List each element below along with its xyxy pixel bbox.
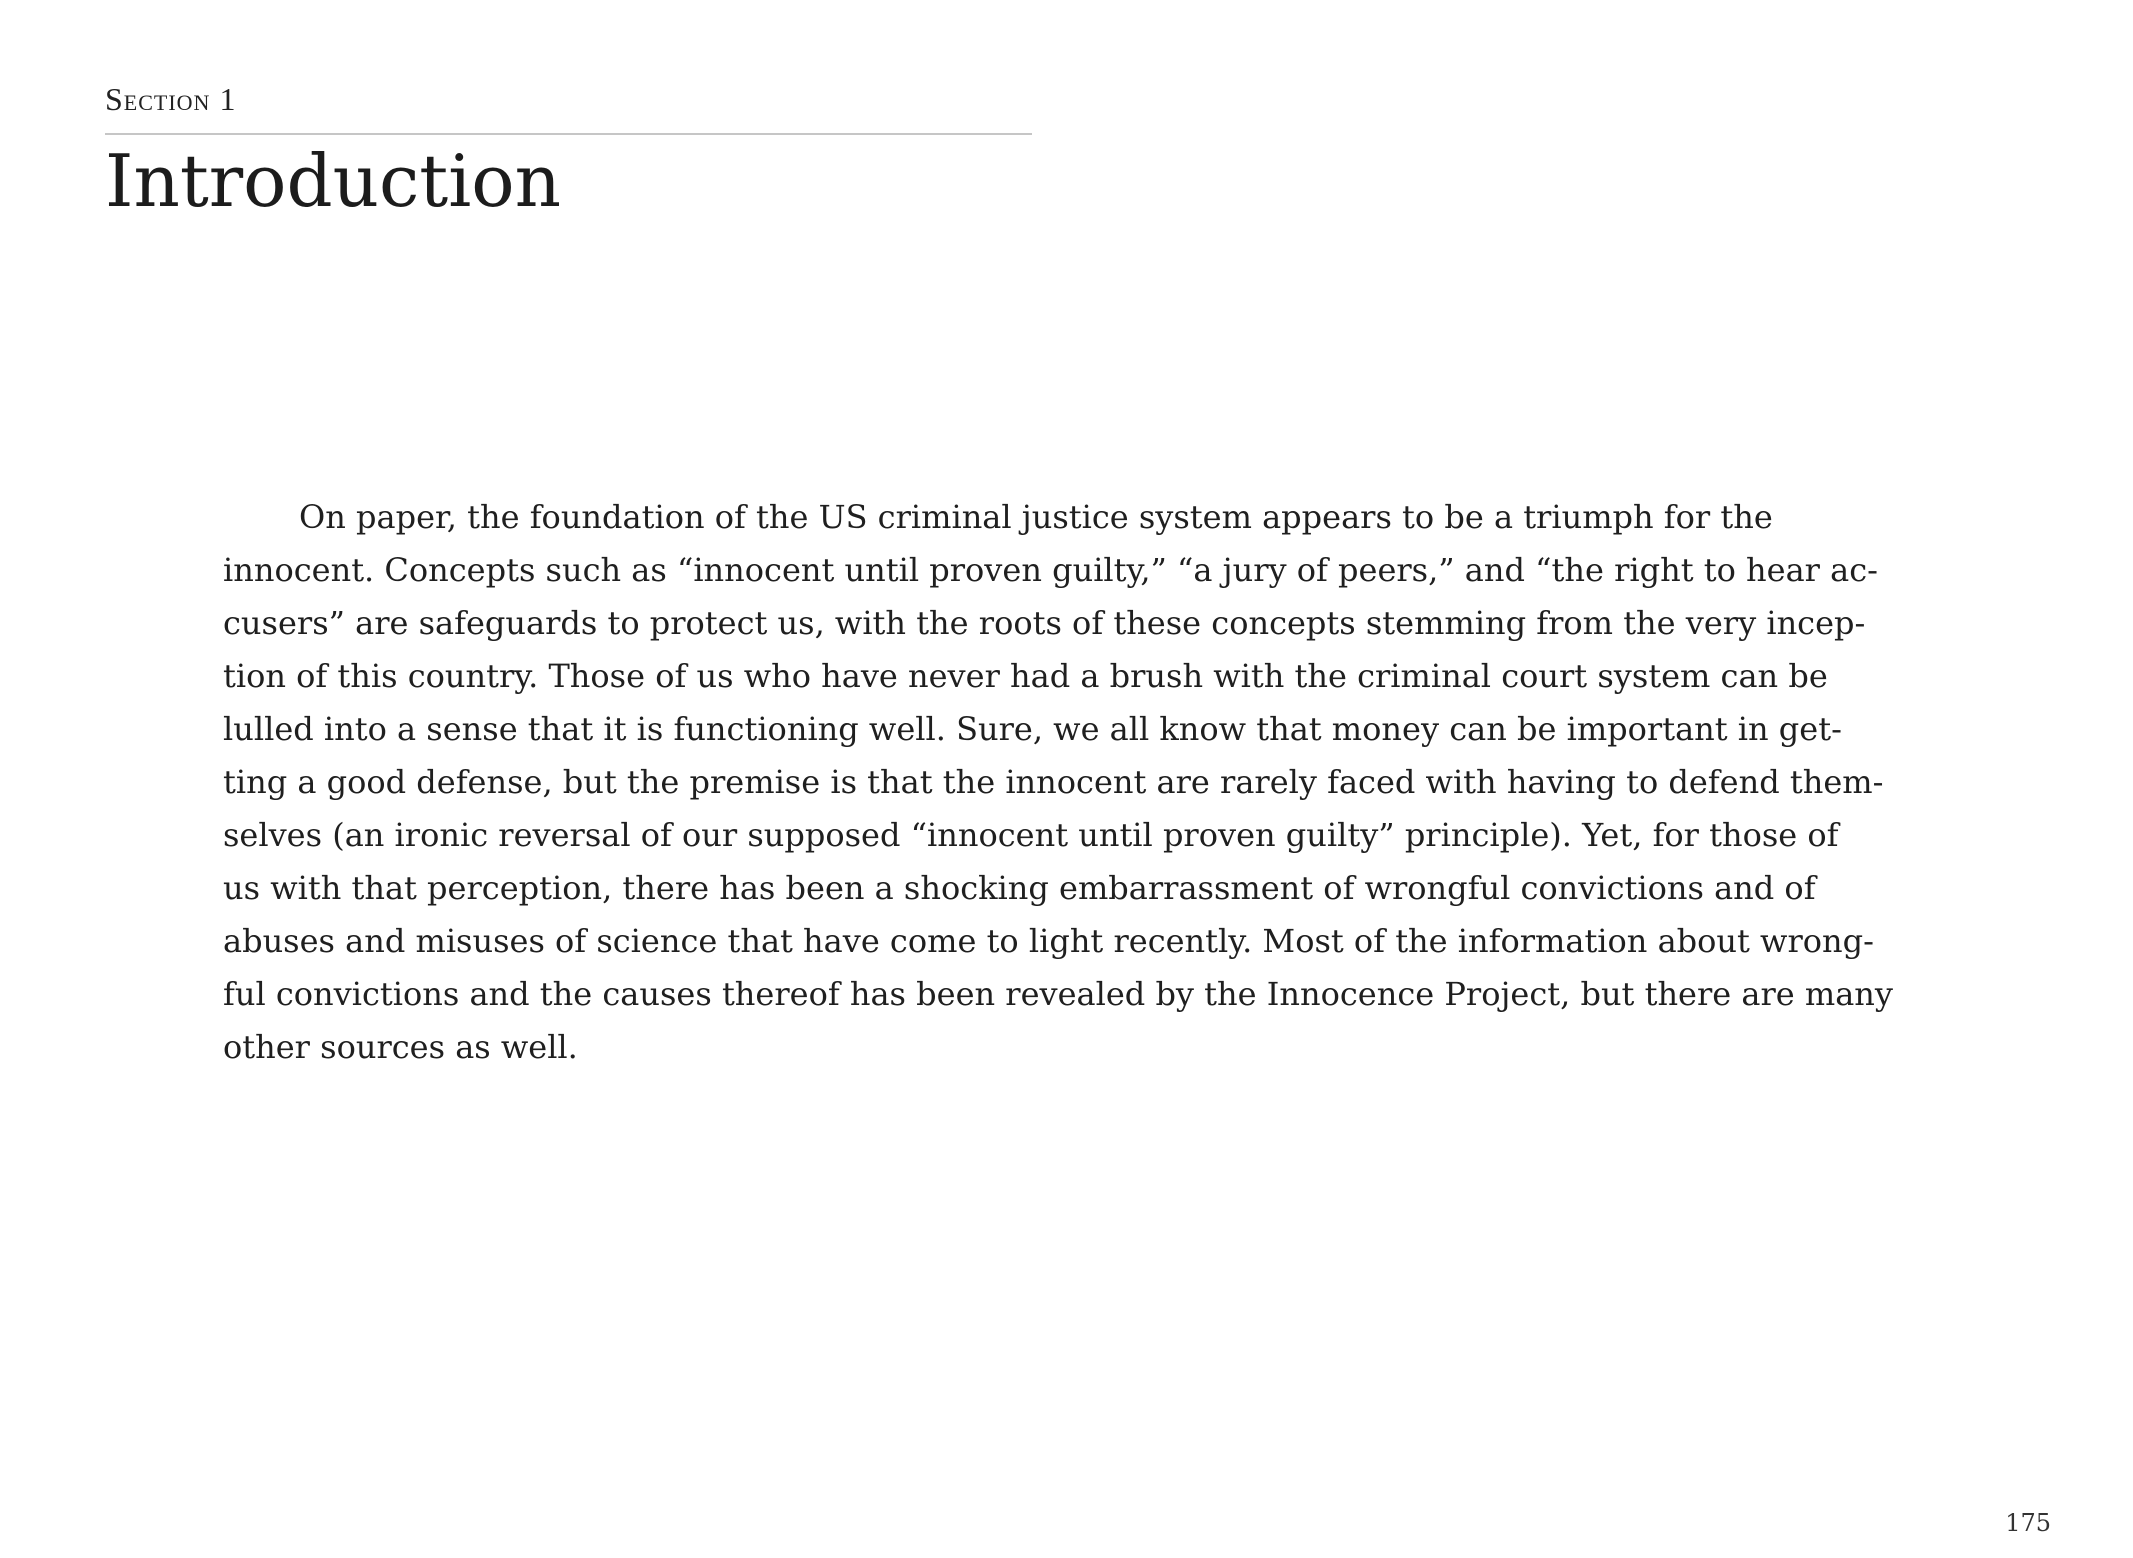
paragraph-line: lulled into a sense that it is functioning well. Sure, we all know that money can be important in get- (223, 710, 1842, 748)
paragraph-line: tion of this country. Those of us who have never had a brush with the criminal court system can be (223, 657, 1828, 695)
page-number: 175 (2005, 1509, 2051, 1537)
paragraph-line: On paper, the foundation of the US criminal justice system appears to be a triumph for the (299, 498, 1773, 536)
section-label: Section 1 (105, 81, 237, 117)
paragraph-line: us with that perception, there has been a shocking embarrassment of wrongful convictions and of (223, 869, 1816, 907)
paragraph-line: cusers” are safeguards to protect us, with the roots of these concepts stemming from the very incep- (223, 604, 1866, 642)
body-paragraph (223, 491, 1923, 1074)
paragraph-line: selves (an ironic reversal of our supposed “innocent until proven guilty” principle). Yet, for those of (223, 816, 1839, 854)
paragraph-line: innocent. Concepts such as “innocent until proven guilty,” “a jury of peers,” and “the right to hear ac- (223, 551, 1878, 589)
page-title: Introduction (105, 139, 561, 223)
paragraph-line: ting a good defense, but the premise is that the innocent are rarely faced with having to defend them- (223, 763, 1884, 801)
paragraph-line: abuses and misuses of science that have come to light recently. Most of the information about wrong- (223, 922, 1874, 960)
paragraph-line: other sources as well. (223, 1028, 578, 1066)
paragraph-line: ful convictions and the causes thereof has been revealed by the Innocence Project, but there are many (223, 975, 1893, 1013)
